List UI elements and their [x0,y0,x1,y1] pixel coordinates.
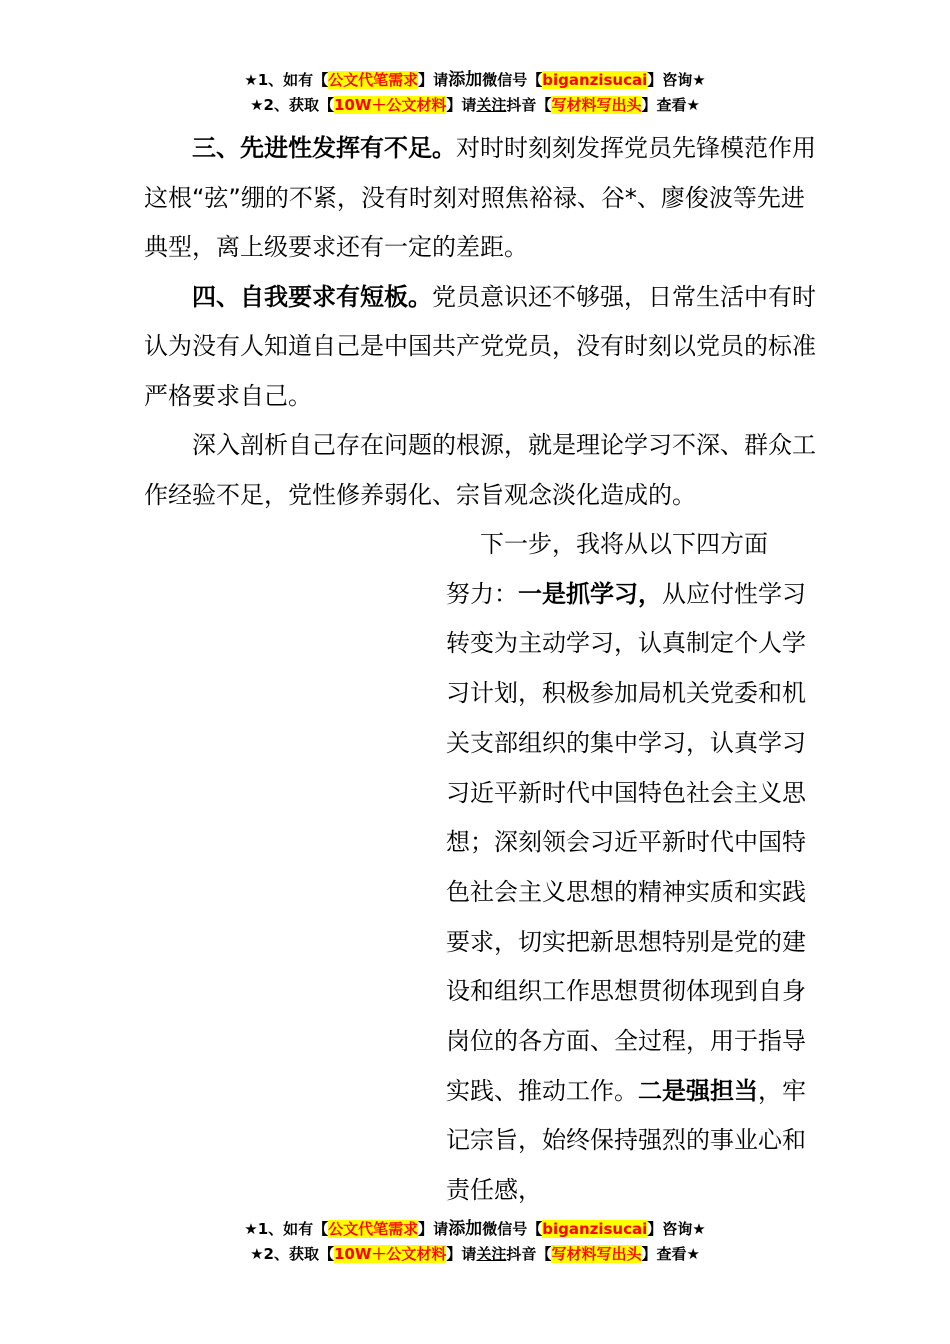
paragraph-self-requirement: 四、自我要求有短板。党员意识还不够强，日常生活中有时认为没有人知道自己是中国共产党党员，没有时刻以党员的标准严格要求自己。 [144,282,816,410]
next-steps-lead: 下一步，我将从以下四方面 [480,530,768,558]
banner-line-2: ★2、获取【10W＋公文材料】请关注抖音【写材料写出头】查看★ [250,96,700,114]
highlight-service: 公文代笔需求 [328,1220,419,1238]
highlight-douyin-id: 写材料写出头 [551,96,642,114]
document-body [144,124,816,520]
top-banner [0,68,950,118]
highlight-wechat-id: biganzisucai [542,71,648,89]
paragraph-root-cause: 深入剖析自己存在问题的根源，就是理论学习不深、群众工作经验不足，党性修养弱化、宗旨观念淡化造成的。 [144,431,816,509]
highlight-wechat-id: biganzisucai [542,1220,648,1238]
highlight-service: 公文代笔需求 [328,71,419,89]
banner-line-2: ★2、获取【10W＋公文材料】请关注抖音【写材料写出头】查看★ [250,1245,700,1263]
highlight-materials: 10W＋公文材料 [333,1245,447,1263]
banner-line-1: ★1、如有【公文代笔需求】请添加微信号【biganzisucai】咨询★ [244,1219,706,1239]
banner-line-1: ★1、如有【公文代笔需求】请添加微信号【biganzisucai】咨询★ [244,70,706,90]
paragraph-advancement: 三、先进性发挥有不足。对时时刻刻发挥党员先锋模范作用这根“弦”绷的不紧，没有时刻对照焦裕禄、谷*、廖俊波等先进典型，离上级要求还有一定的差距。 [144,134,816,261]
item-heading: 一是抓学习， [518,579,662,608]
paragraph-heading: 三、先进性发挥有不足。 [192,134,456,162]
next-steps-block [446,520,824,1216]
highlight-douyin-id: 写材料写出头 [551,1245,642,1263]
next-steps-body: 努力：一是抓学习，从应付性学习转变为主动学习，认真制定个人学习计划，积极参加局机关党委和机关支部组织的集中学习，认真学习习近平新时代中国特色社会主义思想；深刻领会习近平新时代中国特色社会主义思想的精神实质和实践要求，切实把新思想特别是党的建设和组织工作思想贯彻体现到自身岗位的各方面、全过程，用于指导实践、推动工作。二是强担当，牢记宗旨，始终保持强烈的事业心和责任感， [446,579,806,1205]
paragraph-heading: 四、自我要求有短板。 [192,282,432,311]
bottom-banner [0,1217,950,1267]
highlight-materials: 10W＋公文材料 [333,96,447,114]
item-heading: 二是强担当 [638,1076,758,1105]
